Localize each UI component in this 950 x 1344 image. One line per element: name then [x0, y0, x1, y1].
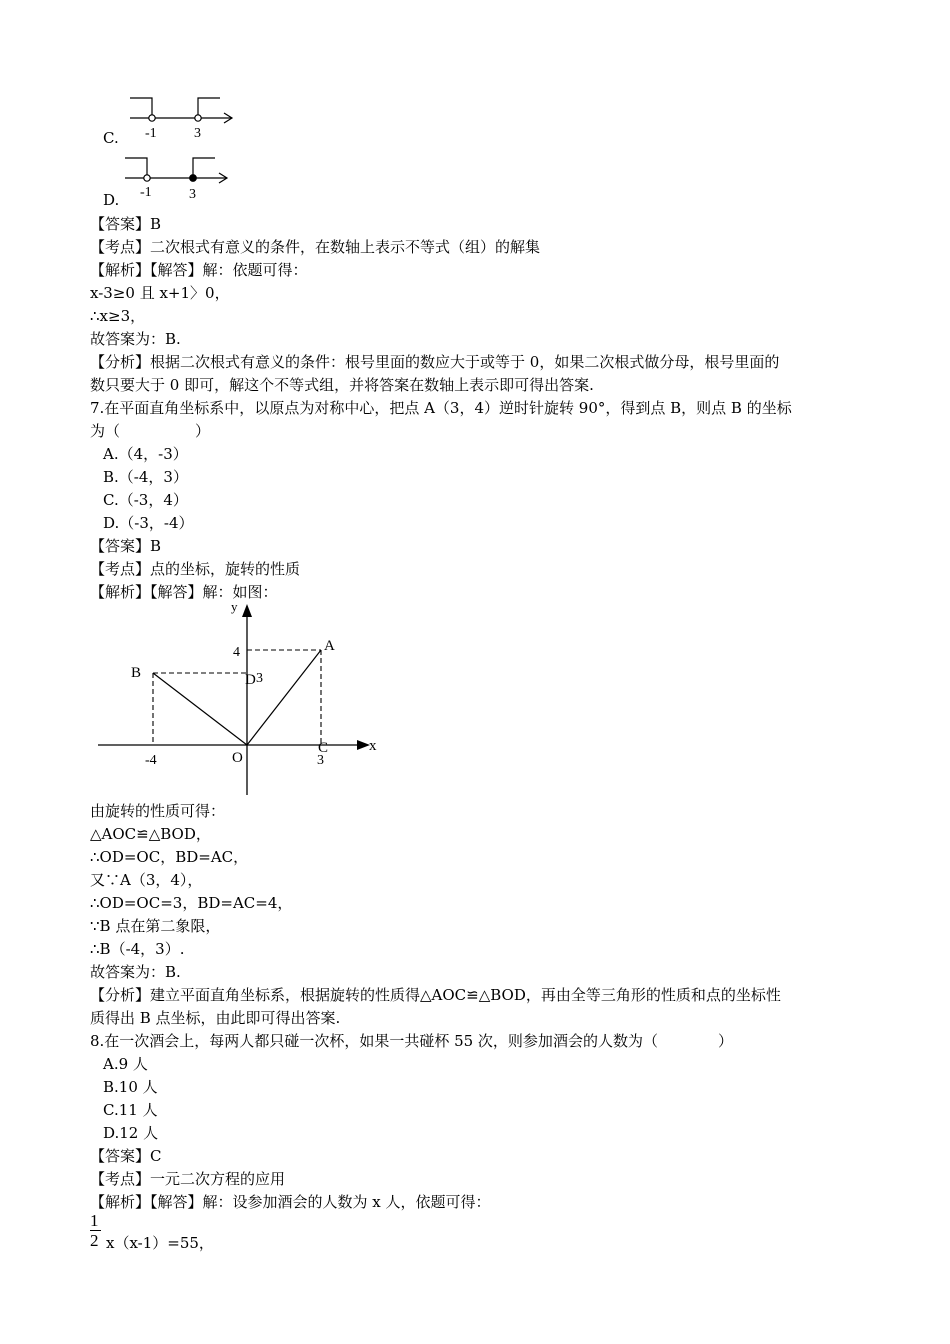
q7-proof-3: ∴OD=OC，BD=AC，: [90, 848, 249, 866]
q7-kaodian: 【考点】点的坐标，旋转的性质: [90, 560, 301, 578]
q7-proof-8: 故答案为：B.: [90, 963, 181, 981]
q6-jiexi: 【解析】【解答】解：依题可得：: [90, 261, 308, 279]
q7-proof-2: △AOC≌△BOD，: [90, 825, 211, 843]
tick-y-3: 3: [256, 671, 263, 686]
q8-option-d: D.12 人: [103, 1124, 159, 1142]
q8-option-c: C.11 人: [103, 1101, 158, 1119]
nl-c-right-tick: 3: [194, 126, 201, 140]
q7-option-c: C.（-3，4）: [103, 491, 188, 509]
nl-d-right-tick: 3: [189, 187, 196, 200]
option-d-label: D.: [103, 191, 120, 209]
point-d-label: D: [245, 672, 256, 688]
fraction-numerator: 1: [90, 1211, 99, 1230]
option-c-label: C.: [103, 129, 119, 147]
tick-y-4: 4: [233, 645, 240, 660]
q8-jiexi: 【解析】【解答】解：设参加酒会的人数为 x 人，依题可得：: [90, 1193, 491, 1211]
point-b-label: B: [131, 665, 142, 681]
q7-stem-line1: 7.在平面直角坐标系中，以原点为对称中心，把点 A（3，4）逆时针旋转 90°，得到点 B，则点 B 的坐标: [90, 399, 792, 417]
origin-label: O: [232, 750, 243, 766]
number-line-c: [120, 90, 240, 140]
q6-fenxi-line1: 【分析】根据二次根式有意义的条件：根号里面的数应大于或等于 0，如果二次根式做分母，根号里面的: [90, 353, 780, 371]
nl-d-left-tick: -1: [140, 185, 152, 200]
q7-proof-1: 由旋转的性质可得：: [90, 802, 226, 820]
point-a-label: A: [324, 638, 335, 654]
q7-proof-6: ∵B 点在第二象限，: [90, 917, 221, 935]
fraction-denominator: 2: [90, 1231, 99, 1250]
nl-c-left-tick: -1: [145, 126, 157, 140]
q8-equation: x（x-1）=55，: [106, 1234, 214, 1252]
q8-kaodian: 【考点】一元二次方程的应用: [90, 1170, 286, 1188]
x-axis-label: x: [369, 738, 377, 754]
q8-option-a: A.9 人: [103, 1055, 148, 1073]
q8-answer: 【答案】C: [90, 1147, 162, 1165]
coordinate-figure: [95, 598, 395, 798]
q7-proof-7: ∴B（-4，3）.: [90, 940, 185, 958]
q7-fenxi-line2: 质得出 B 点坐标，由此即可得出答案.: [90, 1009, 341, 1027]
number-line-d: [115, 150, 240, 200]
q8-stem: 8.在一次酒会上，每两人都只碰一次杯，如果一共碰杯 55 次，则参加酒会的人数为（ ）: [90, 1032, 733, 1050]
fraction-one-half: [90, 1212, 101, 1249]
q6-kaodian: 【考点】二次根式有意义的条件，在数轴上表示不等式（组）的解集: [90, 238, 541, 256]
q7-answer: 【答案】B: [90, 537, 162, 555]
q7-option-b: B.（-4，3）: [103, 468, 188, 486]
q7-option-a: A.（4，-3）: [103, 445, 188, 463]
q6-fenxi-line2: 数只要大于 0 即可，解这个不等式组，并将答案在数轴上表示即可得出答案.: [90, 376, 594, 394]
y-axis-label: y: [231, 599, 238, 614]
q7-fenxi-line1: 【分析】建立平面直角坐标系，根据旋转的性质得△AOC≌△BOD，再由全等三角形的性质和点的坐标性: [90, 986, 781, 1004]
q7-proof-5: ∴OD=OC=3，BD=AC=4，: [90, 894, 293, 912]
q6-answer: 【答案】B: [90, 215, 162, 233]
q7-option-d: D.（-3，-4）: [103, 514, 194, 532]
q6-step1: x-3≥0 且 x+1〉0，: [90, 284, 230, 302]
tick-x-neg4: -4: [145, 753, 157, 768]
q6-step2: ∴x≥3，: [90, 307, 146, 325]
point-c-label: C: [318, 740, 329, 756]
q8-option-b: B.10 人: [103, 1078, 158, 1096]
q7-stem-line2: 为（ ）: [90, 422, 211, 440]
q6-conclusion: 故答案为：B.: [90, 330, 181, 348]
q7-proof-4: 又∵A（3，4），: [90, 871, 203, 889]
tick-x-3: 3: [317, 753, 324, 768]
q7-jiexi: 【解析】【解答】解：如图：: [90, 583, 278, 601]
